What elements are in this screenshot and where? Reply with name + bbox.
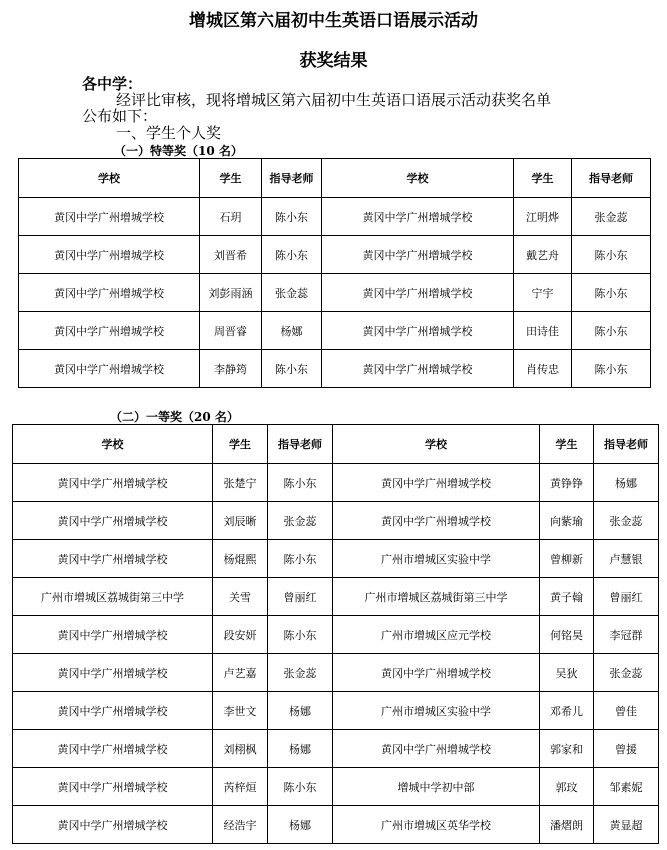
- teacher-cell: 邹素妮: [594, 768, 659, 806]
- table-row: [19, 274, 651, 312]
- student-cell: 刘彭雨涵: [200, 274, 262, 312]
- school-cell: 黄冈中学广州增城学校: [13, 806, 213, 844]
- column-header-school: 学校: [333, 425, 540, 464]
- teacher-cell: 杨娜: [268, 806, 333, 844]
- teacher-cell: 陈小东: [268, 464, 333, 502]
- teacher-cell: 李冠群: [594, 616, 659, 654]
- school-cell: 广州市增城区英华学校: [333, 806, 540, 844]
- student-cell: 卢艺嘉: [213, 654, 268, 692]
- column-header-teacher: 指导老师: [268, 425, 333, 464]
- teacher-cell: 张金蕊: [594, 502, 659, 540]
- teacher-cell: 陈小东: [572, 236, 651, 274]
- school-cell: 黄冈中学广州增城学校: [19, 350, 200, 388]
- table-row: [13, 578, 659, 616]
- teacher-cell: 陈小东: [262, 350, 322, 388]
- school-cell: 黄冈中学广州增城学校: [19, 274, 200, 312]
- school-cell: 黄冈中学广州增城学校: [13, 464, 213, 502]
- school-cell: 黄冈中学广州增城学校: [13, 654, 213, 692]
- school-cell: 黄冈中学广州增城学校: [19, 236, 200, 274]
- school-cell: 黄冈中学广州增城学校: [19, 312, 200, 350]
- school-cell: 黄冈中学广州增城学校: [13, 502, 213, 540]
- teacher-cell: 张金蕊: [268, 654, 333, 692]
- table-row: [19, 198, 651, 236]
- student-cell: 肖传忠: [514, 350, 572, 388]
- student-cell: 杨焜熙: [213, 540, 268, 578]
- column-header-student: 学生: [200, 159, 262, 198]
- first-award-table: [12, 424, 659, 844]
- teacher-cell: 杨娜: [268, 730, 333, 768]
- teacher-cell: 陈小东: [268, 616, 333, 654]
- column-header-teacher: 指导老师: [262, 159, 322, 198]
- student-cell: 刘晋希: [200, 236, 262, 274]
- school-cell: 黄冈中学广州增城学校: [13, 616, 213, 654]
- intro-line-2: 公布如下：: [82, 107, 158, 125]
- teacher-cell: 陈小东: [262, 236, 322, 274]
- table-row: [13, 540, 659, 578]
- greeting: 各中学：: [82, 75, 143, 93]
- student-cell: 宁宇: [514, 274, 572, 312]
- teacher-cell: 陈小东: [268, 540, 333, 578]
- student-cell: 郭家和: [540, 730, 594, 768]
- student-cell: 黄子翰: [540, 578, 594, 616]
- school-cell: 广州市增城区荔城街第三中学: [13, 578, 213, 616]
- column-header-student: 学生: [213, 425, 268, 464]
- intro-line-1: 经评比审核，现将增城区第六届初中生英语口语展示活动获奖名单: [116, 91, 552, 109]
- student-cell: 戴艺舟: [514, 236, 572, 274]
- document-title: 增城区第六届初中生英语口语展示活动: [189, 11, 478, 31]
- table-row: [13, 502, 659, 540]
- student-cell: 黄铮铮: [540, 464, 594, 502]
- table-row: [19, 236, 651, 274]
- column-header-teacher: 指导老师: [572, 159, 651, 198]
- teacher-cell: 曾丽红: [594, 578, 659, 616]
- school-cell: 黄冈中学广州增城学校: [333, 654, 540, 692]
- school-cell: 黄冈中学广州增城学校: [19, 198, 200, 236]
- student-cell: 关雪: [213, 578, 268, 616]
- table-row: [13, 654, 659, 692]
- teacher-cell: 杨娜: [262, 312, 322, 350]
- student-cell: 张楚宁: [213, 464, 268, 502]
- school-cell: 黄冈中学广州增城学校: [13, 768, 213, 806]
- student-cell: 石玥: [200, 198, 262, 236]
- teacher-cell: 张金蕊: [268, 502, 333, 540]
- student-cell: 李世文: [213, 692, 268, 730]
- table-row: [13, 616, 659, 654]
- table-row: [13, 730, 659, 768]
- student-cell: 段安妍: [213, 616, 268, 654]
- school-cell: 黄冈中学广州增城学校: [322, 236, 514, 274]
- school-cell: 黄冈中学广州增城学校: [13, 730, 213, 768]
- teacher-cell: 曾佳: [594, 692, 659, 730]
- special-award-heading: （一）特等奖（10 名）: [114, 144, 243, 158]
- student-cell: 刘辰晰: [213, 502, 268, 540]
- column-header-student: 学生: [540, 425, 594, 464]
- teacher-cell: 杨娜: [594, 464, 659, 502]
- teacher-cell: 黄显超: [594, 806, 659, 844]
- document-subtitle: 获奖结果: [299, 51, 368, 71]
- table-row: [13, 464, 659, 502]
- school-cell: 黄冈中学广州增城学校: [322, 350, 514, 388]
- student-cell: 周晋睿: [200, 312, 262, 350]
- school-cell: 黄冈中学广州增城学校: [333, 502, 540, 540]
- student-cell: 吴狄: [540, 654, 594, 692]
- student-cell: 芮梓烜: [213, 768, 268, 806]
- student-cell: 向紫瑜: [540, 502, 594, 540]
- table-row: [13, 692, 659, 730]
- teacher-cell: 卢慧银: [594, 540, 659, 578]
- school-cell: 广州市增城区应元学校: [333, 616, 540, 654]
- teacher-cell: 张金蕊: [572, 198, 651, 236]
- school-cell: 黄冈中学广州增城学校: [322, 312, 514, 350]
- student-cell: 邓希儿: [540, 692, 594, 730]
- student-cell: 李静筠: [200, 350, 262, 388]
- table-row: [13, 806, 659, 844]
- teacher-cell: 曾丽红: [268, 578, 333, 616]
- student-cell: 潘熠朗: [540, 806, 594, 844]
- table-row: [19, 312, 651, 350]
- student-cell: 经浩宇: [213, 806, 268, 844]
- school-cell: 黄冈中学广州增城学校: [13, 692, 213, 730]
- teacher-cell: 陈小东: [572, 350, 651, 388]
- student-cell: 刘栩枫: [213, 730, 268, 768]
- school-cell: 黄冈中学广州增城学校: [333, 464, 540, 502]
- school-cell: 广州市增城区荔城街第三中学: [333, 578, 540, 616]
- student-cell: 郭玟: [540, 768, 594, 806]
- teacher-cell: 陈小东: [268, 768, 333, 806]
- special-award-rows: [19, 198, 651, 388]
- first-award-rows: [13, 464, 659, 844]
- school-cell: 广州市增城区实验中学: [333, 540, 540, 578]
- teacher-cell: 张金蕊: [594, 654, 659, 692]
- school-cell: 黄冈中学广州增城学校: [333, 730, 540, 768]
- teacher-cell: 张金蕊: [262, 274, 322, 312]
- teacher-cell: 陈小东: [572, 312, 651, 350]
- school-cell: 黄冈中学广州增城学校: [322, 198, 514, 236]
- teacher-cell: 杨娜: [268, 692, 333, 730]
- school-cell: 增城中学初中部: [333, 768, 540, 806]
- teacher-cell: 陈小东: [262, 198, 322, 236]
- column-header-school: 学校: [19, 159, 200, 198]
- column-header-teacher: 指导老师: [594, 425, 659, 464]
- student-cell: 曾柳新: [540, 540, 594, 578]
- teacher-cell: 曾援: [594, 730, 659, 768]
- student-cell: 江明烨: [514, 198, 572, 236]
- student-cell: 何铭昊: [540, 616, 594, 654]
- school-cell: 黄冈中学广州增城学校: [322, 274, 514, 312]
- table-row: [19, 350, 651, 388]
- section-heading: 一、学生个人奖: [116, 124, 222, 142]
- table-row: [13, 768, 659, 806]
- student-cell: 田诗佳: [514, 312, 572, 350]
- column-header-student: 学生: [514, 159, 572, 198]
- table-header-row: [19, 159, 651, 198]
- school-cell: 广州市增城区实验中学: [333, 692, 540, 730]
- special-award-table: [18, 158, 651, 388]
- column-header-school: 学校: [322, 159, 514, 198]
- teacher-cell: 陈小东: [572, 274, 651, 312]
- school-cell: 黄冈中学广州增城学校: [13, 540, 213, 578]
- table-header-row: [13, 425, 659, 464]
- first-award-heading: （二）一等奖（20 名）: [110, 410, 239, 424]
- column-header-school: 学校: [13, 425, 213, 464]
